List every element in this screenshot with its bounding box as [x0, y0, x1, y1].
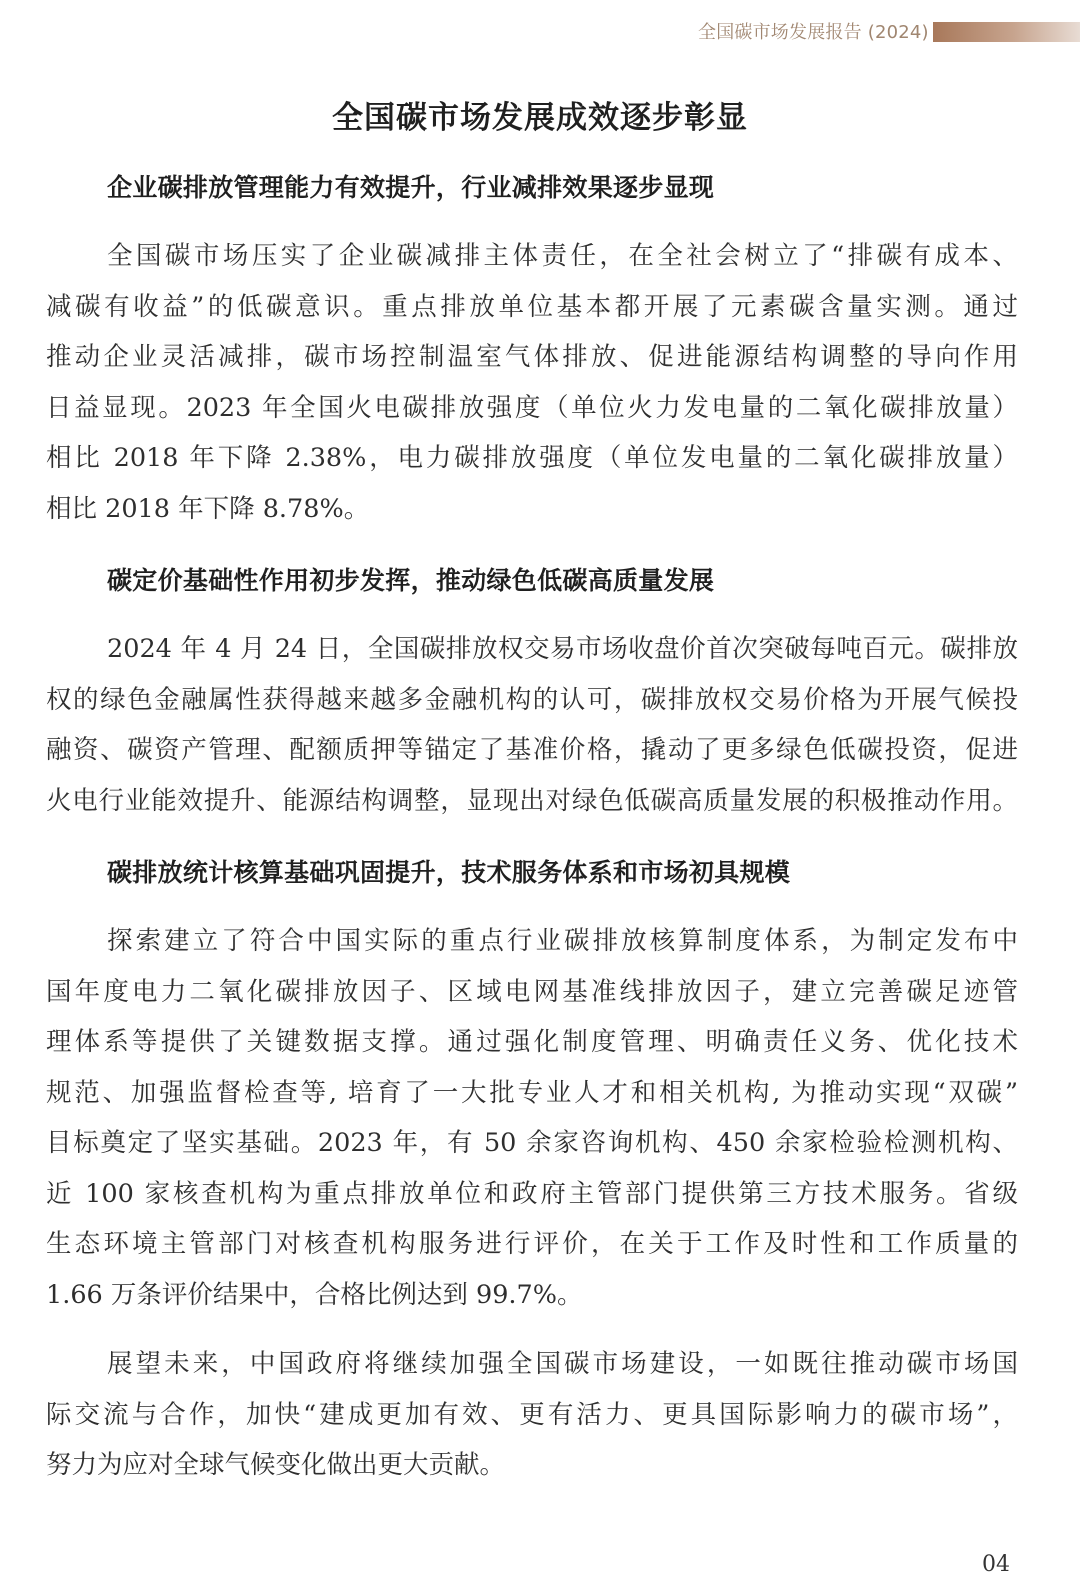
section-heading: 企业碳排放管理能力有效提升，行业减排效果逐步显现: [107, 173, 715, 202]
paragraph: [46, 916, 1018, 1320]
text-line: 生态环境主管部门对核查机构服务进行评价，在关于工作及时性和工作质量的: [46, 1229, 1018, 1259]
text-line: 规范、加强监督检查等, 培育了一大批专业人才和相关机构, 为推动实现“双碳”: [46, 1077, 1018, 1108]
text-line: 相比 2018 年下降 8.78%。: [46, 493, 370, 524]
text-line: 展望未来，中国政府将继续加强全国碳市场建设，一如既往推动碳市场国: [107, 1349, 1018, 1379]
running-header: 全国碳市场发展报告 (2024): [698, 22, 929, 43]
text-line: 火电行业能效提升、能源结构调整，显现出对绿色低碳高质量发展的积极推动作用。: [46, 785, 1018, 816]
text-line: 国年度电力二氧化碳排放因子、区域电网基准线排放因子，建立完善碳足迹管: [46, 976, 1018, 1007]
section-heading: 碳定价基础性作用初步发挥，推动绿色低碳高质量发展: [107, 566, 715, 595]
text-line: 探索建立了符合中国实际的重点行业碳排放核算制度体系，为制定发布中: [107, 926, 1018, 956]
section-heading: 碳排放统计核算基础巩固提升，技术服务体系和市场初具规模: [107, 858, 791, 887]
text-line: 理体系等提供了关键数据支撑。通过强化制度管理、明确责任义务、优化技术: [46, 1027, 1018, 1057]
text-line: 减碳有收益”的低碳意识。重点排放单位基本都开展了元素碳含量实测。通过: [46, 291, 1018, 322]
header-accent-bar: [933, 22, 1080, 42]
page-number: 04: [982, 1552, 1010, 1577]
text-line: 权的绿色金融属性获得越来越多金融机构的认可，碳排放权交易价格为开展气候投: [46, 684, 1018, 715]
text-line: 目标奠定了坚实基础。2023 年，有 50 余家咨询机构、450 余家检验检测机构、: [46, 1128, 1018, 1158]
paragraph: [46, 1339, 1018, 1491]
text-line: 2024 年 4 月 24 日，全国碳排放权交易市场收盘价首次突破每吨百元。碳排放: [107, 634, 1018, 664]
paragraph: [46, 231, 1018, 534]
text-line: 全国碳市场压实了企业碳减排主体责任，在全社会树立了“排碳有成本、: [107, 241, 1018, 271]
text-line: 日益显现。2023 年全国火电碳排放强度（单位火力发电量的二氧化碳排放量）: [46, 392, 1018, 423]
page-title: 全国碳市场发展成效逐步彰显: [332, 100, 748, 136]
text-line: 1.66 万条评价结果中，合格比例达到 99.7%。: [46, 1279, 583, 1310]
text-line: 努力为应对全球气候变化做出更大贡献。: [46, 1450, 506, 1480]
text-line: 相比 2018 年下降 2.38%，电力碳排放强度（单位发电量的二氧化碳排放量）: [46, 443, 1018, 473]
text-line: 融资、碳资产管理、配额质押等锚定了基准价格，撬动了更多绿色低碳投资，促进: [46, 735, 1018, 765]
text-line: 近 100 家核查机构为重点排放单位和政府主管部门提供第三方技术服务。省级: [46, 1178, 1018, 1209]
text-line: 推动企业灵活减排，碳市场控制温室气体排放、促进能源结构调整的导向作用: [46, 342, 1018, 372]
paragraph: [46, 624, 1018, 826]
text-line: 际交流与合作，加快“建成更加有效、更有活力、更具国际影响力的碳市场”，: [46, 1399, 1018, 1430]
